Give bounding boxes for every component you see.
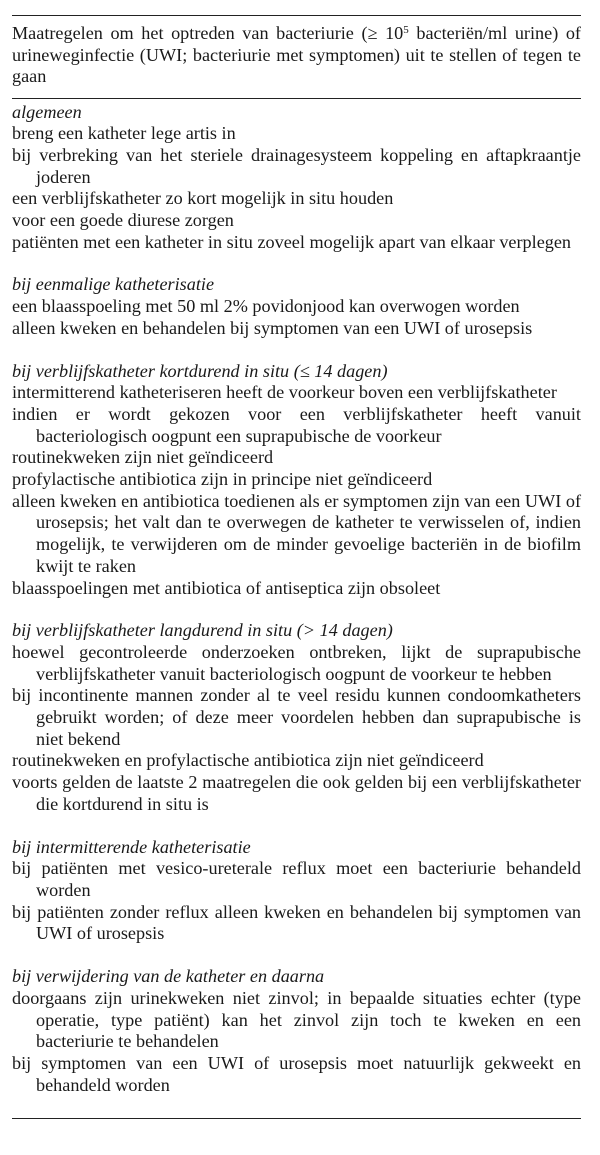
list-item: bij symptomen van een UWI of urosepsis moet natuurlijk gekweekt en behandeld worden: [12, 1052, 581, 1095]
section-title: bij intermitterende katheterisatie: [12, 836, 251, 857]
list-item: alleen kweken en antibiotica toedienen als er symptomen zijn van een UWI of urosepsis; het valt dan te overwegen de katheter te verwisselen of, indien mogelijk, te verwijderen om de minder gevoelige bacteriën in de biofilm kwijt te raken: [12, 490, 581, 576]
list-item: breng een katheter lege artis in: [12, 123, 236, 144]
section-title: bij eenmalige katheterisatie: [12, 274, 215, 295]
table-caption: [12, 16, 581, 88]
list-item: routinekweken zijn niet geïndiceerd: [12, 447, 274, 468]
caption-exponent: 5: [403, 24, 409, 36]
section-algemeen: [12, 102, 581, 254]
list-item: hoewel gecontroleerde onderzoeken ontbreken, lijkt de suprapubische verblijfskatheter vanuit bacteriologisch oogpunt de voorkeur te hebben: [12, 641, 581, 684]
list-item: profylactische antibiotica zijn in principe niet geïndiceerd: [12, 469, 433, 490]
section-langdurend: [12, 620, 581, 815]
section-verwijdering: [12, 966, 581, 1096]
section-intermitterend: [12, 837, 581, 946]
section-kortdurend: [12, 361, 581, 600]
section-title: bij verwijdering van de katheter en daarna: [12, 966, 325, 987]
section-title: bij verblijfskatheter kortdurend in situ (≤ 14 dagen): [12, 360, 388, 381]
list-item: bij incontinente mannen zonder al te veel residu kunnen condoomkatheters gebruikt worden; of deze meer voordelen hebben dan suprapubische is niet bekend: [12, 685, 581, 749]
section-title: bij verblijfskatheter langdurend in situ (> 14 dagen): [12, 620, 393, 641]
document-page: [12, 0, 581, 1119]
caption-text-start: Maatregelen om het optreden van bacteriurie (≥ 10: [12, 23, 404, 43]
caption-text-end: bacteriën/ml urine) of urineweginfectie (UWI; bacteriurie met symptomen) uit te stellen of tegen te gaan: [12, 23, 581, 86]
list-item: routinekweken en profylactische antibiotica zijn niet geïndiceerd: [12, 750, 484, 771]
list-item: bij patiënten met vesico-ureterale reflux moet een bacteriurie behandeld worden: [12, 858, 581, 900]
sections-list: [12, 99, 581, 1097]
bottom-rule: [12, 1118, 581, 1119]
list-item: alleen kweken en behandelen bij symptomen van een UWI of urosepsis: [12, 317, 533, 338]
list-item: intermitterend katheteriseren heeft de voorkeur boven een verblijfskatheter: [12, 382, 557, 403]
section-eenmalige-katheterisatie: [12, 274, 581, 339]
list-item: bij verbreking van het steriele drainagesysteem koppeling en aftapkraantje joderen: [12, 144, 581, 187]
list-item: indien er wordt gekozen voor een verblijfskatheter heeft vanuit bacteriologisch oogpunt een suprapubische de voorkeur: [12, 403, 581, 446]
section-title: algemeen: [12, 101, 82, 122]
list-item: voorts gelden de laatste 2 maatregelen die ook gelden bij een verblijfskatheter die kortdurend in situ is: [12, 772, 581, 814]
list-item: een blaasspoeling met 50 ml 2% povidonjood kan overwogen worden: [12, 296, 520, 317]
list-item: voor een goede diurese zorgen: [12, 210, 234, 231]
list-item: een verblijfskatheter zo kort mogelijk in situ houden: [12, 188, 394, 209]
list-item: doorgaans zijn urinekweken niet zinvol; in bepaalde situaties echter (type operatie, type patiënt) kan het zinvol zijn toch te kweken en een bacteriurie te behandelen: [12, 987, 581, 1052]
list-item: blaasspoelingen met antibiotica of antiseptica zijn obsoleet: [12, 577, 441, 598]
list-item: patiënten met een katheter in situ zoveel mogelijk apart van elkaar verplegen: [12, 231, 572, 252]
list-item: bij patiënten zonder reflux alleen kweken en behandelen bij symptomen van UWI of urosepsis: [12, 901, 581, 944]
